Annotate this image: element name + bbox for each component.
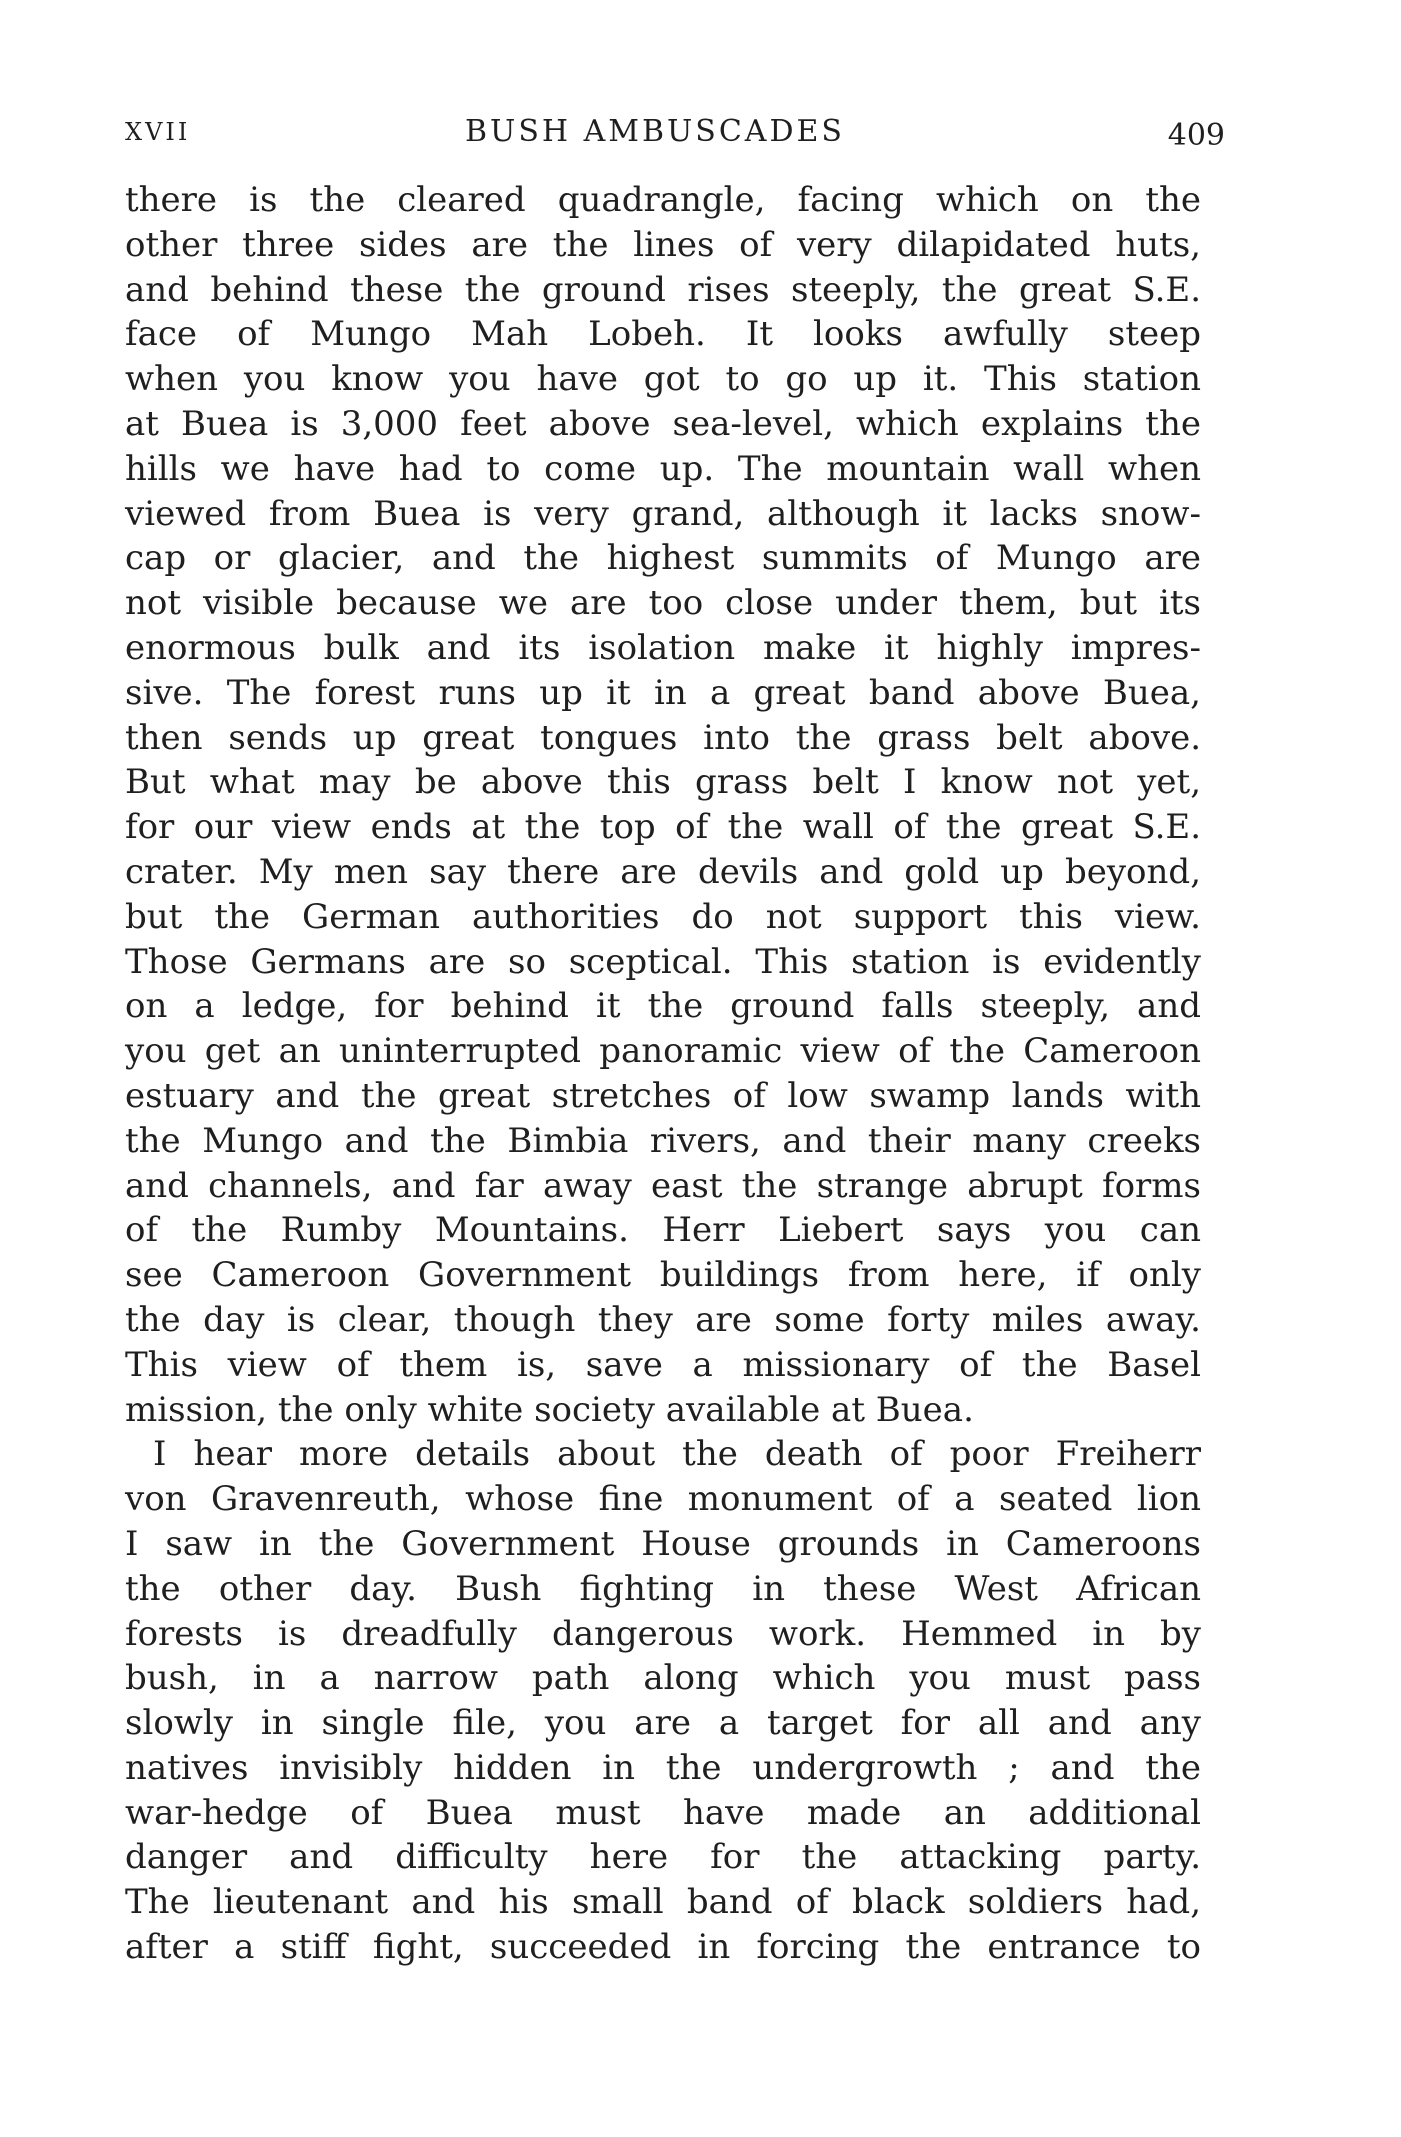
text-line: slowly in single file, you are a target for all and any (125, 1703, 1201, 1744)
page-number: 409 (1167, 118, 1225, 153)
text-line: when you know you have got to go up it. This station (125, 359, 1201, 400)
text-line: and channels, and far away east the strange abrupt forms (125, 1165, 1201, 1206)
text-line: I hear more details about the death of poor Freiherr (153, 1434, 1201, 1475)
text-line: I saw in the Government House grounds in Cameroons (125, 1523, 1201, 1564)
text-line: and behind these the ground rises steeply, the great S.E. (125, 269, 1201, 310)
running-head (125, 110, 1225, 154)
text-line: at Buea is 3,000 feet above sea-level, which explains the (125, 403, 1201, 444)
text-line: estuary and the great stretches of low swamp lands with (125, 1075, 1201, 1116)
text-line: mission, the only white society available at Buea. (125, 1389, 974, 1430)
text-line: not visible because we are too close under them, but its (125, 583, 1201, 624)
text-line: viewed from Buea is very grand, although it lacks snow- (125, 493, 1201, 534)
text-line: bush, in a narrow path along which you must pass (125, 1658, 1201, 1699)
text-line: you get an uninterrupted panoramic view of the Cameroon (125, 1031, 1201, 1072)
text-line: hills we have had to come up. The mountain wall when (125, 448, 1201, 489)
text-line: face of Mungo Mah Lobeh. It looks awfully steep (125, 314, 1201, 355)
text-line: Those Germans are so sceptical. This station is evidently (125, 941, 1201, 982)
chapter-number: XVII (125, 118, 191, 146)
text-line: other three sides are the lines of very dilapidated huts, (125, 224, 1201, 265)
text-line: This view of them is, save a missionary of the Basel (125, 1344, 1201, 1385)
text-line: of the Rumby Mountains. Herr Liebert says you can (125, 1210, 1201, 1251)
text-line: after a stiff fight, succeeded in forcing the entrance to (125, 1927, 1201, 1968)
text-line: crater. My men say there are devils and gold up beyond, (125, 851, 1201, 892)
text-line: The lieutenant and his small band of black soldiers had, (125, 1882, 1201, 1923)
text-line: cap or glacier, and the highest summits of Mungo are (125, 538, 1201, 579)
text-line: for our view ends at the top of the wall of the great S.E. (125, 807, 1201, 848)
text-line: forests is dreadfully dangerous work. Hemmed in by (125, 1613, 1201, 1654)
text-line: then sends up great tongues into the grass belt above. (125, 717, 1201, 758)
chapter-title: BUSH AMBUSCADES (465, 114, 845, 149)
text-line: see Cameroon Government buildings from here, if only (125, 1255, 1201, 1296)
text-line: there is the cleared quadrangle, facing which on the (125, 180, 1201, 220)
text-line: on a ledge, for behind it the ground falls steeply, and (125, 986, 1201, 1027)
text-line: danger and difficulty here for the attacking party. (125, 1837, 1201, 1878)
text-line: the other day. Bush fighting in these West African (125, 1568, 1201, 1609)
text-line: natives invisibly hidden in the undergrowth ; and the (125, 1747, 1201, 1788)
body-text (125, 178, 1201, 1970)
text-line: the Mungo and the Bimbia rivers, and their many creeks (125, 1120, 1201, 1161)
text-line: war-hedge of Buea must have made an additional (125, 1792, 1201, 1833)
text-line: but the German authorities do not support this view. (125, 896, 1201, 937)
text-line: enormous bulk and its isolation make it highly impres- (125, 627, 1201, 668)
text-line: sive. The forest runs up it in a great band above Buea, (125, 672, 1201, 713)
text-line: the day is clear, though they are some forty miles away. (125, 1299, 1201, 1340)
text-line: But what may be above this grass belt I know not yet, (125, 762, 1201, 803)
text-line: von Gravenreuth, whose fine monument of a seated lion (125, 1479, 1201, 1520)
